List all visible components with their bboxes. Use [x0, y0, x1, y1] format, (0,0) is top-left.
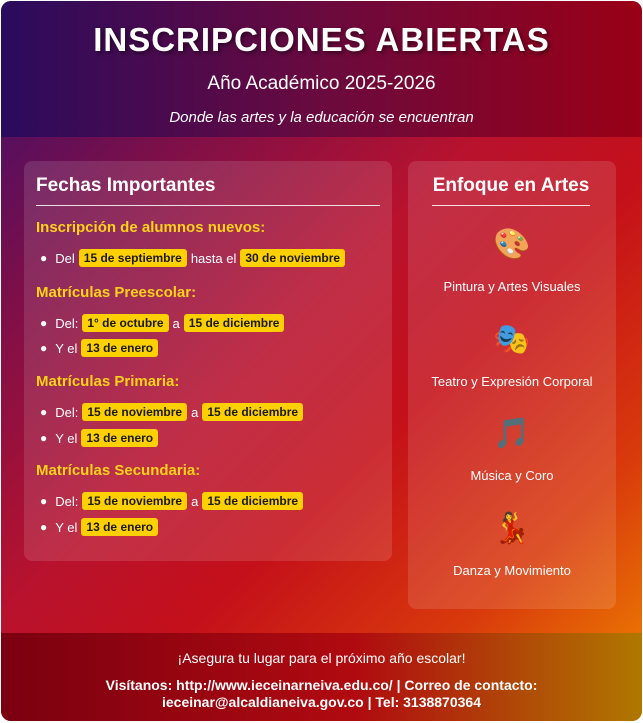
footer — [1, 633, 642, 721]
date-badge: 15 de septiembre — [79, 249, 187, 267]
palette-icon: 🎨 — [493, 228, 531, 261]
art-item-theater — [408, 320, 616, 389]
art-item-music — [408, 414, 616, 483]
date-badge: 13 de enero — [81, 429, 158, 447]
date-prefix: Del: — [55, 404, 79, 420]
arts-panel-title: Enfoque en Artes — [432, 175, 590, 206]
group-heading-primary: Matrículas Primaria: — [36, 373, 180, 390]
date-row — [40, 314, 288, 332]
art-label: Teatro y Expresión Corporal — [431, 374, 593, 389]
group-heading-new-students: Inscripción de alumnos nuevos: — [36, 219, 266, 236]
arts-focus-panel — [408, 161, 616, 609]
call-to-action: ¡Asegura tu lugar para el próximo año escolar! — [177, 650, 466, 666]
date-prefix: Del: — [55, 493, 79, 509]
group-heading-secondary: Matrículas Secundaria: — [36, 462, 201, 479]
header — [1, 1, 642, 137]
art-label: Danza y Movimiento — [453, 563, 571, 578]
date-prefix: Del: — [55, 315, 79, 331]
date-badge: 15 de noviembre — [82, 403, 187, 421]
important-dates-panel — [24, 161, 392, 561]
date-row — [40, 403, 307, 421]
theater-masks-icon: 🎭 — [493, 323, 531, 356]
dancer-icon: 💃 — [493, 512, 531, 545]
bullet: ● — [40, 316, 48, 330]
date-prefix: Y el — [55, 340, 78, 356]
bullet: ● — [40, 520, 48, 534]
date-badge: 1° de octubre — [82, 314, 168, 332]
bullet: ● — [40, 251, 48, 265]
bullet: ● — [40, 405, 48, 419]
date-connector: hasta el — [190, 250, 237, 266]
dates-panel-title: Fechas Importantes — [36, 175, 380, 206]
date-row — [40, 492, 307, 510]
date-badge: 13 de enero — [81, 339, 158, 357]
bullet: ● — [40, 431, 48, 445]
date-row — [40, 249, 349, 267]
date-connector: a — [172, 315, 180, 331]
art-label: Pintura y Artes Visuales — [443, 279, 581, 294]
date-badge: 15 de diciembre — [184, 314, 285, 332]
date-prefix: Y el — [55, 519, 78, 535]
date-prefix: Del — [55, 250, 75, 266]
date-row — [40, 429, 162, 447]
art-item-painting — [408, 225, 616, 294]
tagline: Donde las artes y la educación se encuentran — [169, 109, 474, 126]
date-connector: a — [191, 404, 199, 420]
contact-info: Visítanos: http://www.ieceinarneiva.edu.co/ | Correo de contacto: ieceinar@alcaldianeiva.gov.co | Tel: 3138870364 — [105, 677, 538, 710]
art-item-dance — [408, 509, 616, 578]
date-row — [40, 518, 162, 536]
enrollment-poster — [1, 1, 642, 721]
bullet: ● — [40, 494, 48, 508]
date-row — [40, 339, 162, 357]
date-badge: 13 de enero — [81, 518, 158, 536]
music-note-icon: 🎵 — [493, 417, 531, 450]
bullet: ● — [40, 341, 48, 355]
art-label: Música y Coro — [470, 468, 554, 483]
date-badge: 30 de noviembre — [240, 249, 345, 267]
page-title: INSCRIPCIONES ABIERTAS — [93, 21, 550, 58]
date-prefix: Y el — [55, 430, 78, 446]
group-heading-preschool: Matrículas Preescolar: — [36, 284, 197, 301]
date-connector: a — [191, 493, 199, 509]
date-badge: 15 de diciembre — [202, 492, 303, 510]
date-badge: 15 de noviembre — [82, 492, 187, 510]
date-badge: 15 de diciembre — [202, 403, 303, 421]
academic-year: Año Académico 2025-2026 — [207, 73, 436, 94]
